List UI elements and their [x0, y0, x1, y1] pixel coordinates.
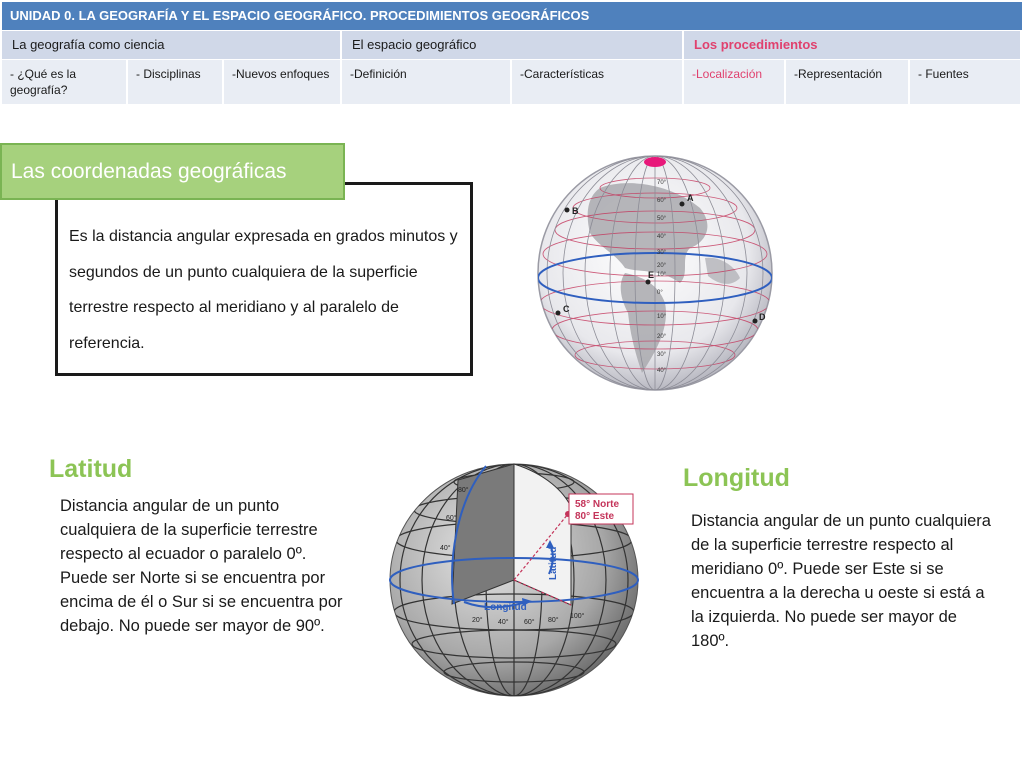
definition-text: Es la distancia angular expresada en grados minutos y segundos de un punto cualquiera de la superficie terrestre respecto al meridiano y al paralelo de referencia.	[69, 228, 458, 352]
latitude-tick-label: 10°	[657, 272, 667, 278]
latitude-tick-label: 30°	[657, 352, 667, 358]
sub-nuevos-enfoques[interactable]: -Nuevos enfoques	[224, 60, 342, 104]
lat-tick-label: 40°	[440, 545, 451, 552]
point-label-d: D	[759, 312, 766, 322]
latitude-tick-label: 10°	[657, 314, 667, 320]
point-marker	[646, 280, 651, 285]
point-label-e: E	[648, 270, 655, 280]
longitude-title: Longitud	[683, 464, 790, 492]
latitude-tick-label: 50°	[657, 216, 667, 222]
sub-representacion[interactable]: -Representación	[786, 60, 910, 104]
longitude-description: Distancia angular de un punto cualquiera de la superficie terrestre respecto al meridiano 0º. Puede ser Este si se encuentra a la derecha u oeste si está a la izquierda. No puede ser mayor de 180º.	[691, 512, 991, 650]
sub-definicion[interactable]: -Definición	[342, 60, 512, 104]
unit-title: UNIDAD 0. LA GEOGRAFÍA Y EL ESPACIO GEOGRÁFICO. PROCEDIMIENTOS GEOGRÁFICOS	[2, 2, 1022, 30]
cutaway-wedge-dark	[452, 464, 514, 604]
sub-que-es-geografia[interactable]: - ¿Qué es la geografía?	[2, 60, 128, 104]
lon-tick-label: 20°	[472, 617, 483, 624]
lat-tick-label: 60°	[446, 515, 457, 522]
longitud-label: Longitud	[484, 602, 527, 613]
globe-lat-lon-diagram	[386, 462, 642, 698]
latitude-tick-label: 40°	[657, 234, 667, 240]
lon-tick-label: 60°	[524, 619, 535, 626]
point-label-a: A	[687, 193, 694, 203]
point-label-c: C	[563, 304, 570, 314]
latitude-tick-label: 60°	[657, 198, 667, 204]
lat-tick-label: 80°	[458, 487, 469, 494]
latitude-tick-label: 70°	[657, 180, 667, 186]
north-pole-marker	[644, 157, 666, 167]
lon-tick-label: 80°	[548, 617, 559, 624]
sub-caracteristicas[interactable]: -Características	[512, 60, 684, 104]
latitude-tick-label: 30°	[657, 250, 667, 256]
coordinate-east: 80° Este	[575, 511, 615, 522]
sub-disciplinas[interactable]: - Disciplinas	[128, 60, 224, 104]
latitud-label: Latitud	[548, 546, 559, 580]
latitude-description: Distancia angular de un punto cualquiera de la superficie terrestre respecto al ecuador o paralelo 0º. Puede ser Norte si se encuentra por encima de él o Sur si se encuentra por debajo. No puede ser mayor de 90º.	[60, 497, 343, 635]
coordinates-title: Las coordenadas geográficas	[0, 143, 345, 200]
coordinate-north: 58° Norte	[575, 499, 620, 510]
tab-procedimientos[interactable]: Los procedimientos	[684, 31, 1022, 59]
latitude-title: Latitud	[49, 455, 133, 483]
point-marker	[565, 208, 570, 213]
sub-localizacion[interactable]: -Localización	[684, 60, 786, 104]
tab-espacio-geografico[interactable]: El espacio geográfico	[342, 31, 684, 59]
latitude-tick-label: 20°	[657, 334, 667, 340]
latitude-tick-label: 20°	[657, 263, 667, 269]
latitude-tick-label: 0°	[657, 290, 663, 296]
lon-tick-label: 100°	[570, 613, 585, 620]
globe-graticule-image	[530, 148, 780, 398]
sub-fuentes[interactable]: - Fuentes	[910, 60, 1022, 104]
point-marker	[680, 202, 685, 207]
latitude-tick-label: 40°	[657, 368, 667, 374]
point-marker	[556, 311, 561, 316]
tab-geografia-ciencia[interactable]: La geografía como ciencia	[2, 31, 342, 59]
point-label-b: B	[572, 206, 579, 216]
definition-box	[55, 182, 473, 376]
point-marker	[753, 319, 758, 324]
lon-tick-label: 40°	[498, 619, 509, 626]
